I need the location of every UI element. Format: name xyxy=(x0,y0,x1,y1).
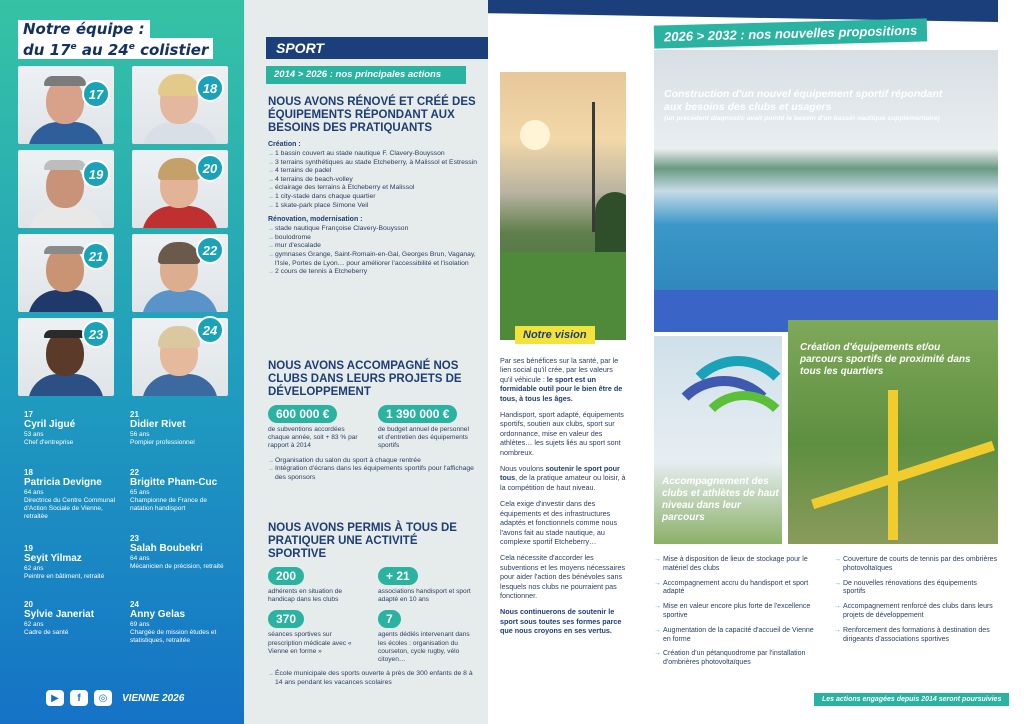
section-equipements: NOUS AVONS RÉNOVÉ ET CRÉÉ DES ÉQUIPEMENTS RÉPONDANT AUX BESOINS DES PRATIQUANTS Création : → 1 bassin couvert au stade nautique F. Clavery-Bouysson → 3 terrains synthétiques au stade Etcheberry, à Malissol et Estressin → 4 terrains de padel → 4 terrains de beach-volley → éclairage des terrains à Etcheberry et Malissol → 1 city-stade dans chaque quartier → 1 skate-park place Simone Veil Rénovation, modernisation : → stade nautique Françoise Clavery-Bouysson → boulodrome → mur d'escalade → gymnases Grange, Saint-Romain-en-Gal, Georges Brun, Vaganay, l'Isle, Portes de Lyon… pour améliorer l'accessibilité et l'isolation → 2 cours de tennis à Etcheberry xyxy=(268,96,478,277)
team-photos xyxy=(18,66,228,396)
vision-column xyxy=(488,0,638,724)
list-item: → Intégration d'écrans dans les équipements sportifs pour l'affichage des sponsors xyxy=(268,465,478,482)
stadium-photo xyxy=(500,72,626,340)
facebook-icon[interactable]: f xyxy=(70,690,88,706)
badge-23: 23 xyxy=(82,320,110,348)
member-23: 23 Salah Boubekri 64 ans Mécanicien de précision, retraité xyxy=(130,534,224,570)
list-item: → École municipale des sports ouverte à près de 300 enfants de 8 à 14 ans pendant les vacances scolaires xyxy=(268,670,478,687)
list-item: → Création d'un pétanquodrome par l'installation d'ombrières photovoltaïques xyxy=(654,650,818,668)
pool-subcaption: (un précédent diagnostic avait pointé le besoin d'un bassin nautique supplémentaire) xyxy=(664,115,940,122)
list-item: → Augmentation de la capacité d'accueil de Vienne en forme xyxy=(654,627,818,645)
list-item: → mur d'escalade xyxy=(268,242,478,251)
list-item: → 1 skate-park place Simone Veil xyxy=(268,202,478,211)
proposals-panel xyxy=(638,0,1024,724)
stat-subventions: 600 000 € de subventions accordées chaque année, soit + 83 % par rapport à 2014 xyxy=(268,407,358,450)
social-links xyxy=(46,690,184,706)
section-title: NOUS AVONS PERMIS À TOUS DE PRATIQUER UNE ACTIVITÉ SPORTIVE xyxy=(268,522,457,560)
pool-photo xyxy=(654,50,998,332)
list-item: → 1 bassin couvert au stade nautique F. Clavery-Bouysson xyxy=(268,150,478,159)
member-22: 22 Brigitte Pham-Cuc 65 ans Championne de France de natation handisport xyxy=(130,468,218,512)
member-19: 19 Seyit Yilmaz 62 ans Peintre en bâtiment, retraité xyxy=(24,544,105,580)
stat-agents: 7 agents dédiés intervenant dans les écoles : organisation du courseton, cycle rugby, vélo citoyen… xyxy=(378,612,470,664)
proposals-title: 2026 > 2032 : nos nouvelles propositions xyxy=(654,18,928,48)
list-item: → gymnases Grange, Saint-Romain-en-Gal, Georges Brun, Vaganay, l'Isle, Portes de Lyon… pour améliorer l'accessibilité et l'isolation xyxy=(268,251,478,268)
sport-column xyxy=(244,0,488,724)
member-18: 18 Patricia Devigne 64 ans Directrice du Centre Communal d'Action Sociale de Vienne, retraitée xyxy=(24,468,116,520)
list-item: → Renforcement des formations à destination des dirigeants d'associations sportives xyxy=(834,627,998,645)
list-item: → Mise en valeur encore plus forte de l'excellence sportive xyxy=(654,603,818,621)
campaign-tag: VIENNE 2026 xyxy=(122,692,185,704)
member-17: 17 Cyril Jigué 53 ans Chef d'entreprise xyxy=(24,410,76,446)
section-title: NOUS AVONS RÉNOVÉ ET CRÉÉ DES ÉQUIPEMENTS RÉPONDANT AUX BESOINS DES PRATIQUANTS xyxy=(268,96,476,134)
list-item: → Couverture de courts de tennis par des ombrières photovoltaïques xyxy=(834,556,998,574)
badge-19: 19 xyxy=(82,160,110,188)
list-item: → Accompagnement accru du handisport et sport adapté xyxy=(654,580,818,598)
list-item: → boulodrome xyxy=(268,234,478,243)
badge-22: 22 xyxy=(196,236,224,264)
badge-24: 24 xyxy=(196,316,224,344)
vision-label: Notre vision xyxy=(515,326,595,344)
actions-subbanner: 2014 > 2026 : nos principales actions xyxy=(266,66,466,84)
member-20: 20 Sylvie Janeriat 62 ans Cadre de santé xyxy=(24,600,95,636)
member-24: 24 Anny Gelas 69 ans Chargée de mission études et statistiques, retraitée xyxy=(130,600,217,644)
renovation-list xyxy=(268,225,478,277)
fitness-photo xyxy=(788,320,998,544)
list-item: → 4 terrains de padel xyxy=(268,167,478,176)
youtube-icon[interactable]: ▶ xyxy=(46,690,64,706)
section-pratique xyxy=(268,522,478,687)
section-clubs xyxy=(268,360,478,482)
pool-caption: Construction d'un nouvel équipement sportif répondant aux besoins des clubs et usagers xyxy=(664,88,943,113)
stat-associations: + 21 associations handisport et sport adapté en 10 ans xyxy=(378,569,471,604)
list-item: → 2 cours de tennis à Etcheberry xyxy=(268,268,478,277)
member-list xyxy=(24,410,234,650)
cyclist-caption: Accompagnement des clubs et athlètes de haut niveau dans leur parcours xyxy=(662,476,779,523)
badge-17: 17 xyxy=(82,80,110,108)
list-item: → 4 terrains de beach-volley xyxy=(268,176,478,185)
instagram-icon[interactable]: ◎ xyxy=(94,690,112,706)
stat-seances: 370 séances sportives sur prescription médicale avec « Vienne en forme » xyxy=(268,612,352,655)
list-item: → 1 city-stade dans chaque quartier xyxy=(268,193,478,202)
section-title: NOUS AVONS ACCOMPAGNÉ NOS CLUBS DANS LEURS PROJETS DE DÉVELOPPEMENT xyxy=(268,360,462,398)
fitness-caption: Création d'équipements et/ou parcours sportifs de proximité dans tous les quartiers xyxy=(800,342,971,377)
team-title: Notre équipe : du 17e au 24e colistier xyxy=(18,20,228,59)
sport-banner: SPORT xyxy=(266,37,492,59)
badge-18: 18 xyxy=(196,74,224,102)
badge-21: 21 xyxy=(82,242,110,270)
creation-list xyxy=(268,150,478,210)
list-item: → 3 terrains synthétiques au stade Etcheberry, à Malissol et Estressin xyxy=(268,159,478,168)
vision-text: Par ses bénéfices sur la santé, par le lien social qu'il crée, par les valeurs qu'il véhicule : le sport est un formidable outil pour le bien être de tous, à tous les âges. Handisport, sport adapté, équipements sportifs, soutien aux clubs, sport sur ordonnance, mise en valeur des athlètes… les sujets liés au sport sont nombreux. Nous voulons soutenir le sport pour tous, de la pratique amateur ou loisir, à la compétition de haut niveau. Cela exige d'investir dans des équipements et des infrastructures adaptés et fonctionnels comme nous l'avons fait au stade nautique, au complexe sportif Etcheberry… Cela nécessite d'accorder les subventions et les moyens nécessaires pour aider l'action des bénévoles sans lesquels nos clubs ne pourraient pas fonctionner. Nous continuerons de soutenir le sport sous toutes ses formes parce que nous croyons en ses vertus. xyxy=(500,356,626,636)
stat-budget: 1 390 000 € de budget annuel de personnel et d'entretien des équipements sportifs xyxy=(378,407,469,450)
stat-handicap: 200 adhérents en situation de handicap dans les clubs xyxy=(268,569,343,604)
list-item: → Mise à disposition de lieux de stockage pour le matériel des clubs xyxy=(654,556,818,574)
list-item: → De nouvelles rénovations des équipements sportifs xyxy=(834,580,998,598)
badge-20: 20 xyxy=(196,154,224,182)
pratique-list xyxy=(268,670,478,687)
clubs-list xyxy=(268,457,478,483)
proposals-list xyxy=(654,556,998,674)
list-item: → stade nautique Françoise Clavery-Bouysson xyxy=(268,225,478,234)
footer-note: Les actions engagées depuis 2014 seront poursuivies xyxy=(814,693,1009,706)
member-21: 21 Didier Rivet 56 ans Pompier professionnel xyxy=(130,410,195,446)
list-item: → éclairage des terrains à Etcheberry et Malissol xyxy=(268,184,478,193)
team-panel xyxy=(0,0,244,724)
list-item: → Accompagnement renforcé des clubs dans leurs projets de développement xyxy=(834,603,998,621)
cyclist-photo xyxy=(654,336,782,544)
list-item: → Organisation du salon du sport à chaque rentrée xyxy=(268,457,478,466)
